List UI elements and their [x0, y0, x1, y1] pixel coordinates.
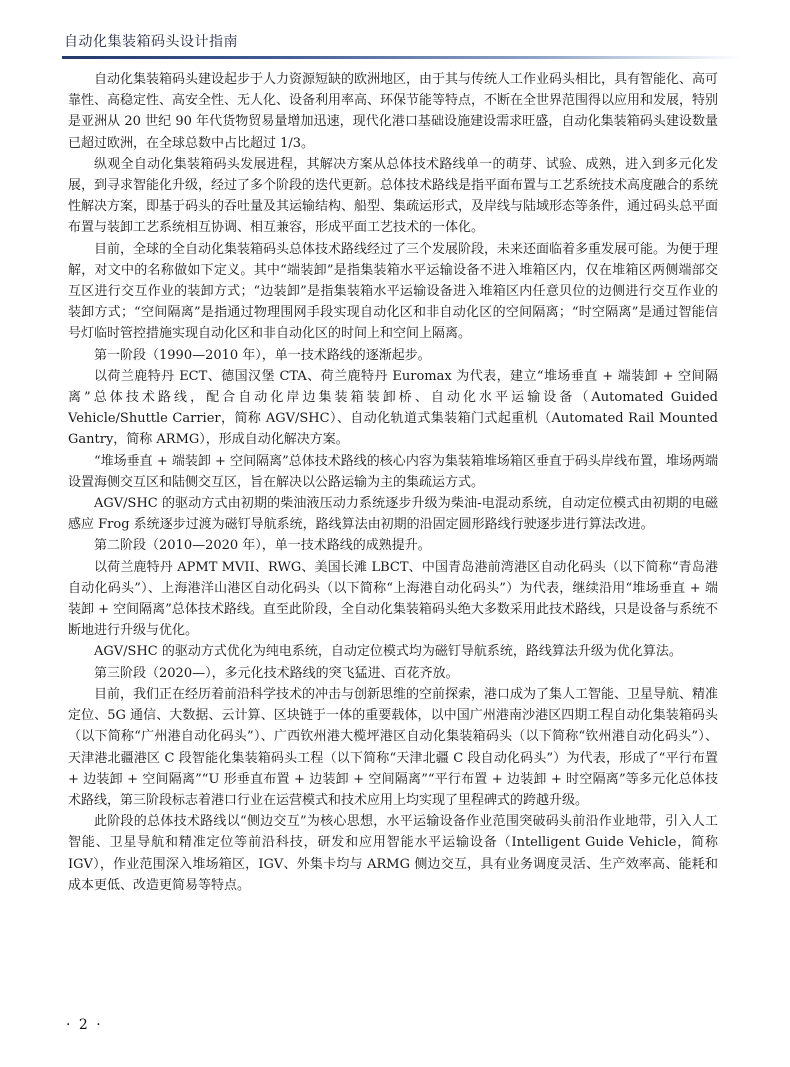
running-title: 自动化集装箱码头设计指南	[64, 34, 238, 50]
paragraph: 以荷兰鹿特丹 APMT MVII、RWG、美国长滩 LBCT、中国青岛港前湾港区自动化码头（以下简称“青岛港自动化码头”）、上海港洋山港区自动化码头（以下简称“上海港自动化码头”）为代表，继续沿用“堆场垂直 + 端装卸 + 空间隔离”总体技术路线。直至此阶段，全自动化集装箱码头绝大多数采用此技术路线，只是设备与系统不断地进行升级与优化。	[68, 559, 718, 639]
paragraph: 此阶段的总体技术路线以“侧边交互”为核心思想，水平运输设备作业范围突破码头前沿作业地带，引入人工智能、卫星导航和精准定位等前沿科技，研发和应用智能水平运输设备（Intelligent Guide Vehicle，简称 IGV），作业范围深入堆场箱区，IGV、外集卡均与 ARMG 侧边交互，具有业务调度灵活、生产效率高、能耗和成本更低、改造更简易等特点。	[68, 814, 718, 893]
paragraph: 自动化集装箱码头建设起步于人力资源短缺的欧洲地区，由于其与传统人工作业码头相比，具有智能化、高可靠性、高稳定性、高安全性、无人化、设备利用率高、环保节能等特点，不断在全世界范围得以应用和发展，特别是亚洲从 20 世纪 90 年代货物贸易量增加迅速，现代化港口基础设施建设需求旺盛，自动化集装箱码头建设数量已超过欧洲，在全球总数中占比超过 1/3。	[68, 72, 719, 151]
stage-heading: 第三阶段（2020—），多元化技术路线的突飞猛进、百花齐放。	[94, 665, 459, 681]
header-rule	[62, 56, 742, 59]
paragraph: 目前，全球的全自动化集装箱码头总体技术路线经过了三个发展阶段，未来还面临着多重发展可能。为便于理解，对文中的名称做如下定义。其中“端装卸”是指集装箱水平运输设备不进入堆箱区内，仅在堆箱区两侧端部交互区进行交互作业的装卸方式；“边装卸”是指集装箱水平运输设备进入堆箱区内任意贝位的边侧进行交互作业的装卸方式；“空间隔离”是指通过物理围网手段实现自动化区和非自动化区的空间隔离；“时空隔离”是通过智能信号灯临时管控措施实现自动化区和非自动化区的时间上和空间上隔离。	[68, 241, 719, 342]
stage-heading: 第二阶段（2010—2020 年），单一技术路线的成熟提升。	[94, 538, 431, 554]
paragraph: 目前，我们正在经历着前沿科学技术的冲击与创新思维的空前探索，港口成为了集人工智能、卫星导航、精准定位、5G 通信、大数据、云计算、区块链于一体的重要载体，以中国广州港南沙港区四期工程自动化集装箱码头（以下简称“广州港自动化码头”）、广西钦州港大榄坪港区自动化集装箱码头（以下简称“钦州港自动化码头”）、天津港北疆港区 C 段智能化集装箱码头工程（以下简称“天津北疆 C 段自动化码头”）为代表，形成了“平行布置 + 边装卸 + 空间隔离”“U 形垂直布置 + 边装卸 + 空间隔离”“平行布置 + 边装卸 + 时空隔离”等多元化总体技术路线，第三阶段标志着港口行业在运营模式和技术应用上均实现了里程碑式的跨越升级。	[68, 686, 719, 808]
paragraph: “堆场垂直 + 端装卸 + 空间隔离”总体技术路线的核心内容为集装箱堆场箱区垂直于码头岸线布置，堆场两端设置海侧交互区和陆侧交互区，旨在解决以公路运输为主的集疏运方式。	[68, 453, 718, 490]
stage-heading: 第一阶段（1990—2010 年），单一技术路线的逐渐起步。	[94, 347, 431, 363]
paragraph: AGV/SHC 的驱动方式优化为纯电系统，自动定位模式均为磁钉导航系统，路线算法升级为优化算法。	[94, 644, 682, 660]
body-text	[68, 69, 718, 896]
paragraph: 以荷兰鹿特丹 ECT、德国汉堡 CTA、荷兰鹿特丹 Euromax 为代表，建立“堆场垂直 + 端装卸 + 空间隔离”总体技术路线，配合自动化岸边集装箱装卸桥、自动化水平运输设备（Automated Guided Vehicle/Shuttle Carrier，简称 AGV/SHC）、自动化轨道式集装箱门式起重机（Automated Rail Mounted Gantry，简称 ARMG），形成自动化解决方案。	[68, 368, 718, 448]
paragraph: 纵观全自动化集装箱码头发展进程，其解决方案从总体技术路线单一的萌芽、试验、成熟，进入到多元化发展，到寻求智能化升级，经过了多个阶段的迭代更新。总体技术路线是指平面布置与工艺系统技术高度融合的系统性解决方案，即基于码头的吞吐量及其运输结构、船型、集疏运形式，及岸线与陆域形态等条件，通过码头总平面布置与装卸工艺系统相互协调、相互兼容，形成平面工艺技术的一体化。	[68, 156, 719, 236]
paragraph: AGV/SHC 的驱动方式由初期的柴油液压动力系统逐步升级为柴油-电混动系统，自动定位模式由初期的电磁感应 Frog 系统逐步过渡为磁钉导航系统，路线算法由初期的沿固定圆形路线行驶逐步进行算法改进。	[68, 496, 718, 533]
page-number: · 2 ·	[66, 1017, 103, 1033]
